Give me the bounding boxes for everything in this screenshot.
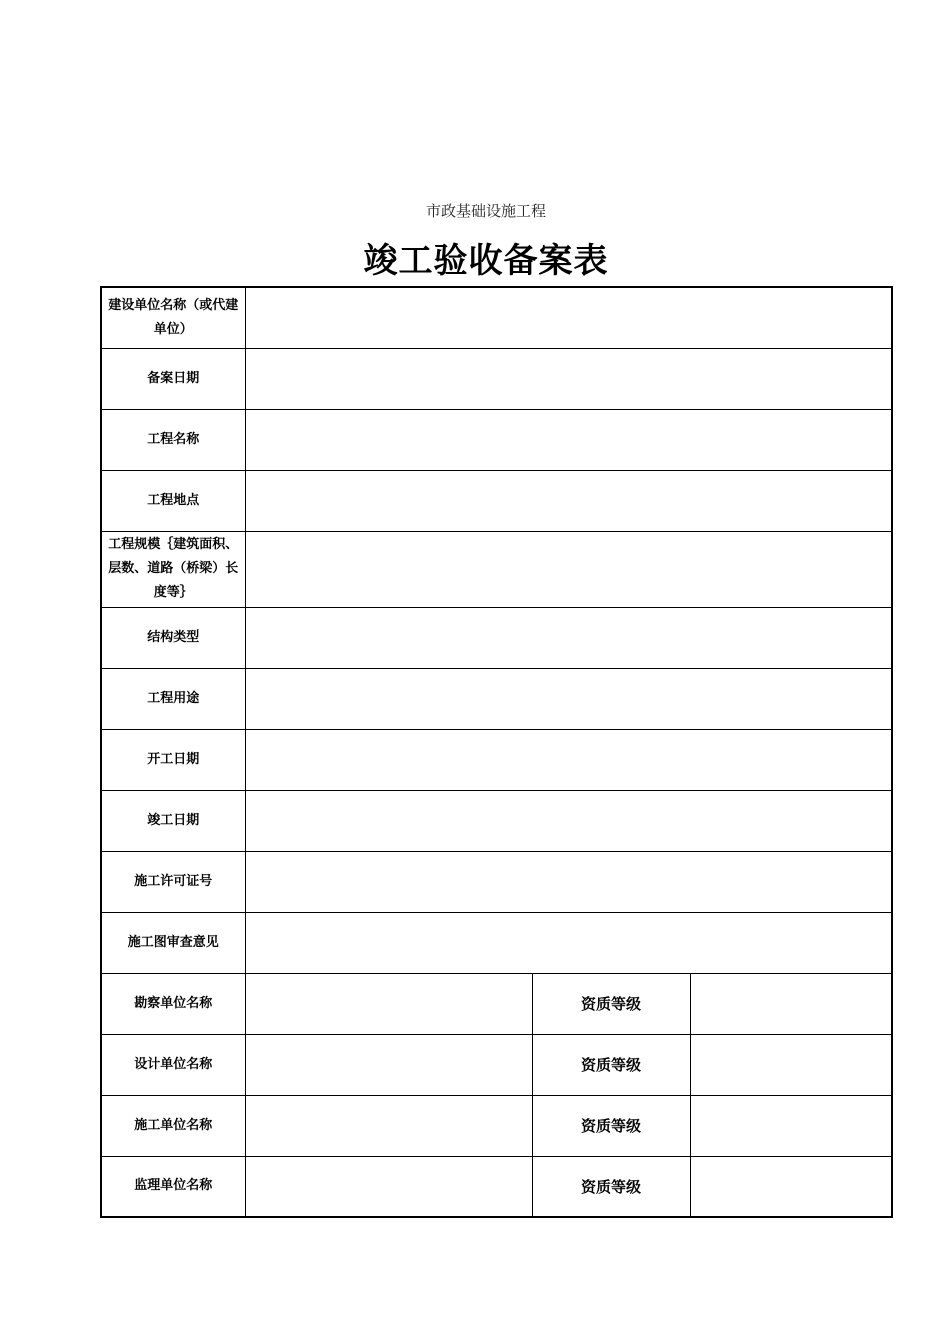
form-row — [101, 607, 892, 668]
qualification-value-supervision[interactable] — [690, 1156, 892, 1217]
form-row — [101, 470, 892, 531]
field-value-permit-number[interactable] — [245, 851, 892, 912]
form-row — [101, 409, 892, 470]
field-label-survey-unit: 勘察单位名称 — [101, 973, 245, 1034]
field-value-completion-date[interactable] — [245, 790, 892, 851]
field-value-filing-date[interactable] — [245, 348, 892, 409]
field-value-drawing-review[interactable] — [245, 912, 892, 973]
form-row — [101, 531, 892, 607]
field-value-project-name[interactable] — [245, 409, 892, 470]
unit-row — [101, 973, 892, 1034]
field-value-construction-unit[interactable] — [245, 287, 892, 348]
document-subtitle: 市政基础设施工程 — [425, 202, 546, 220]
field-value-structure-type[interactable] — [245, 607, 892, 668]
unit-row — [101, 1095, 892, 1156]
field-label-project-name: 工程名称 — [101, 409, 245, 470]
field-label-permit-number: 施工许可证号 — [101, 851, 245, 912]
field-label-start-date: 开工日期 — [101, 729, 245, 790]
field-label-construction-unit: 建设单位名称（或代建单位） — [101, 287, 245, 348]
form-row — [101, 287, 892, 348]
form-row — [101, 790, 892, 851]
qualification-value-contractor[interactable] — [690, 1095, 892, 1156]
field-value-design-unit[interactable] — [245, 1034, 532, 1095]
form-row — [101, 348, 892, 409]
field-value-survey-unit[interactable] — [245, 973, 532, 1034]
field-label-project-location: 工程地点 — [101, 470, 245, 531]
form-row — [101, 729, 892, 790]
field-value-project-use[interactable] — [245, 668, 892, 729]
field-label-supervision-unit: 监理单位名称 — [101, 1156, 245, 1217]
filing-form-table — [100, 286, 893, 1218]
field-label-filing-date: 备案日期 — [101, 348, 245, 409]
unit-row — [101, 1034, 892, 1095]
form-row — [101, 668, 892, 729]
unit-row — [101, 1156, 892, 1217]
qualification-label: 资质等级 — [532, 1034, 690, 1095]
field-label-structure-type: 结构类型 — [101, 607, 245, 668]
qualification-value-survey[interactable] — [690, 973, 892, 1034]
field-value-start-date[interactable] — [245, 729, 892, 790]
field-value-contractor-unit[interactable] — [245, 1095, 532, 1156]
field-label-drawing-review: 施工图审查意见 — [101, 912, 245, 973]
qualification-label: 资质等级 — [532, 973, 690, 1034]
field-value-project-scale[interactable] — [245, 531, 892, 607]
document-title: 竣工验收备案表 — [363, 241, 609, 281]
form-row — [101, 851, 892, 912]
field-value-supervision-unit[interactable] — [245, 1156, 532, 1217]
field-label-design-unit: 设计单位名称 — [101, 1034, 245, 1095]
field-value-project-location[interactable] — [245, 470, 892, 531]
qualification-value-design[interactable] — [690, 1034, 892, 1095]
field-label-contractor-unit: 施工单位名称 — [101, 1095, 245, 1156]
field-label-project-scale: 工程规模｛建筑面积、层数、道路（桥梁）长度等｝ — [101, 531, 245, 607]
field-label-project-use: 工程用途 — [101, 668, 245, 729]
form-row — [101, 912, 892, 973]
qualification-label: 资质等级 — [532, 1156, 690, 1217]
field-label-completion-date: 竣工日期 — [101, 790, 245, 851]
qualification-label: 资质等级 — [532, 1095, 690, 1156]
